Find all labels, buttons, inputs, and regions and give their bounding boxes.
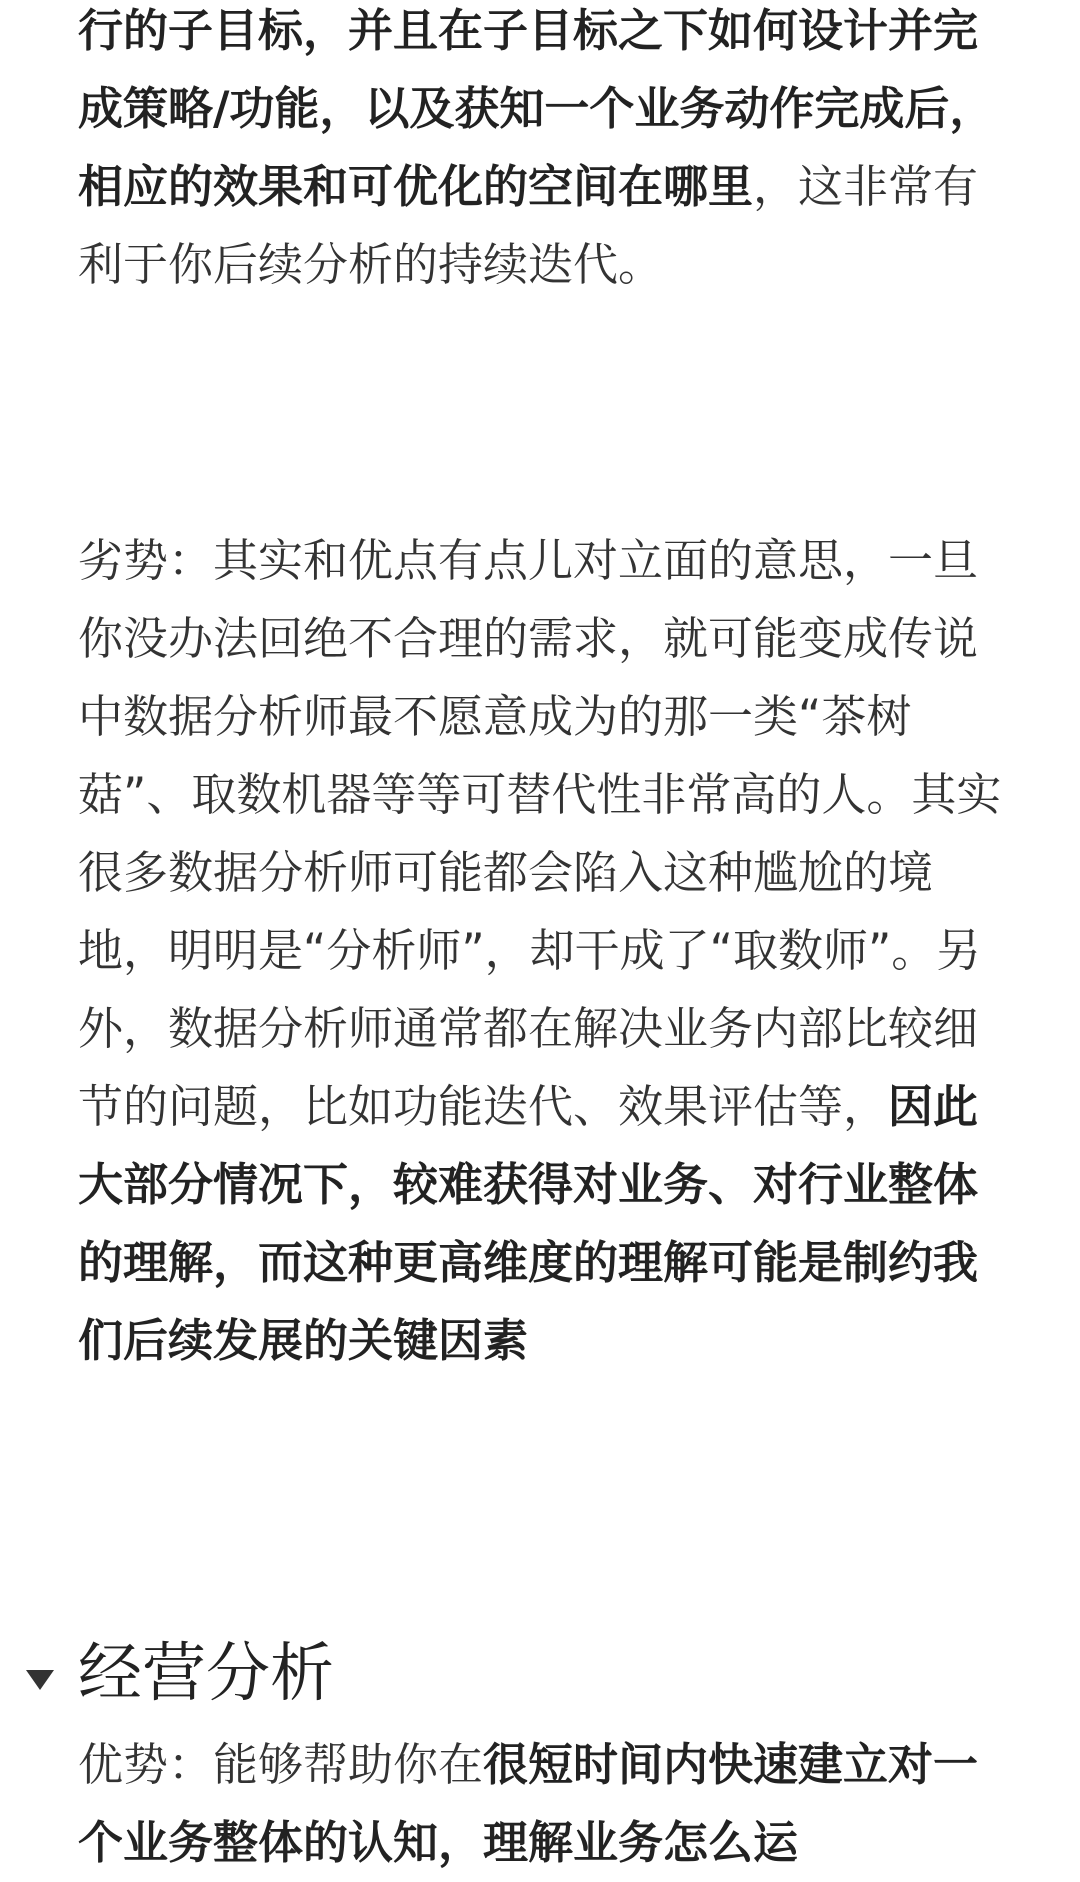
paragraph-disadvantages [78, 522, 1008, 1380]
paragraph-advantages-continued [78, 0, 1008, 304]
plain-text: 优势：能够帮助你在 [78, 1738, 484, 1791]
bold-text: 很短时间内快速建立对一个业务整体的认知，理解业务怎么运 [78, 1738, 979, 1869]
section-title: 经营分析 [78, 1637, 334, 1711]
bold-text: 因此大部分情况下，较难获得对业务、对行业整体的理解，而这种更高维度的理解可能是制约我们后续发展的关键因素 [78, 1080, 979, 1367]
plain-text: ，这非常有利于你后续分析的持续迭代。 [78, 160, 979, 291]
paragraph-advantages [78, 1726, 1008, 1882]
section-heading-row [0, 1626, 1080, 1722]
plain-text: 劣势：其实和优点有点儿对立面的意思，一旦你没办法回绝不合理的需求，就可能变成传说中数据分析师最不愿意成为的那一类“茶树菇”、取数机器等等可替代性非常高的人。其实很多数据分析师可能都会陷入这种尴尬的境地，明明是“分析师”，却干成了“取数师”。另外，数据分析师通常都在解决业务内部比较细节的问题，比如功能迭代、效果评估等， [78, 534, 1002, 1133]
bold-text: 行的子目标，并且在子目标之下如何设计并完成策略/功能，以及获知一个业务动作完成后，相应的效果和可优化的空间在哪里 [78, 4, 995, 213]
collapse-triangle-icon[interactable] [26, 1670, 54, 1690]
